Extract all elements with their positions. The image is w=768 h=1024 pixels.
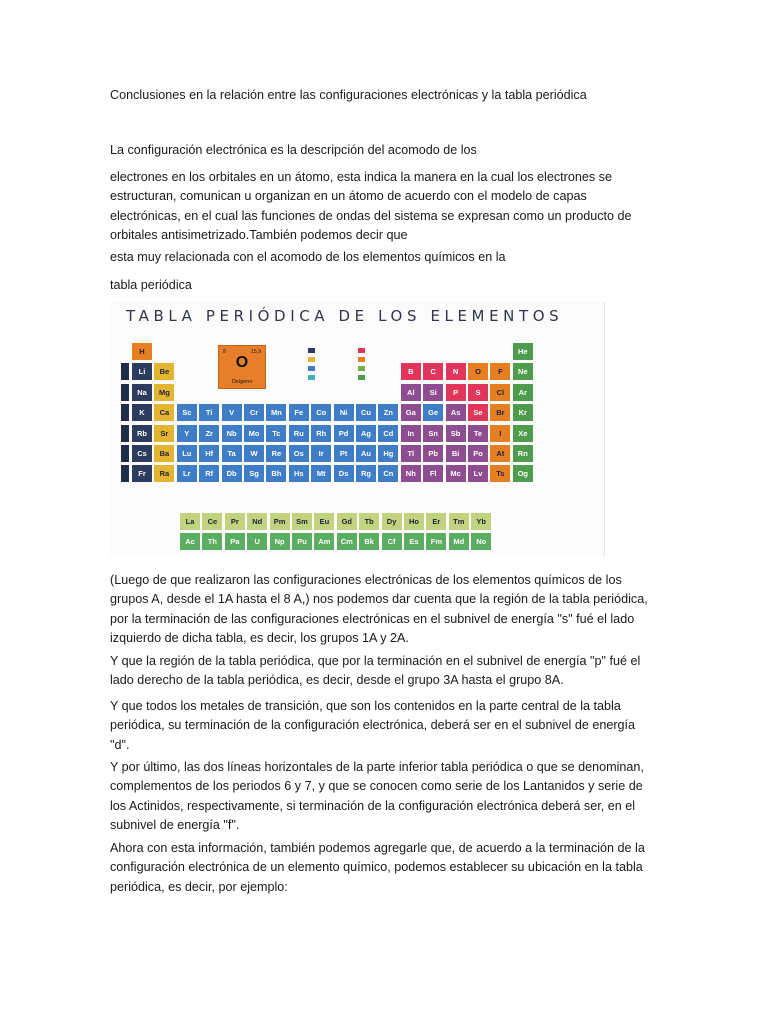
element-ce: Ce bbox=[202, 513, 222, 530]
element-si: Si bbox=[423, 384, 443, 401]
element-tl: Tl bbox=[401, 445, 421, 462]
sample-symbol: O bbox=[235, 354, 249, 371]
element-la: La bbox=[180, 513, 200, 530]
element-db: Db bbox=[222, 465, 242, 482]
element-cs: Cs bbox=[132, 445, 152, 462]
paragraph-6: Y que la región de la tabla periódica, que por la terminación en el subnivel de energía "p" fué el lado derecho de la tabla periódica, es decir, desde el grupo 3A hasta el grupo 8A. bbox=[110, 654, 641, 688]
element-bi: Bi bbox=[446, 445, 466, 462]
legend-swatch bbox=[358, 357, 368, 362]
period-marker bbox=[121, 363, 129, 380]
element-pb: Pb bbox=[423, 445, 443, 462]
element-fe: Fe bbox=[289, 404, 309, 421]
element-n: N bbox=[446, 363, 466, 380]
element-bh: Bh bbox=[266, 465, 286, 482]
document-title: Conclusiones en la relación entre las configuraciones electrónicas y la tabla periódica bbox=[110, 88, 587, 102]
element-pa: Pa bbox=[225, 533, 245, 550]
element-pt: Pt bbox=[334, 445, 354, 462]
periodic-table-image bbox=[110, 302, 605, 556]
element-se: Se bbox=[468, 404, 488, 421]
element-v: V bbox=[222, 404, 242, 421]
element-re: Re bbox=[266, 445, 286, 462]
element-np: Np bbox=[270, 533, 290, 550]
element-fm: Fm bbox=[426, 533, 446, 550]
element-co: Co bbox=[311, 404, 331, 421]
element-er: Er bbox=[426, 513, 446, 530]
paragraph-2: electrones en los orbitales en un átomo, esta indica la manera en la cual los electrones se estructuran, comunican u organizan en un átomo de acuerdo con el modelo de capas electrónicas, en el cual las funciones de ondas del sistema se expresan como un producto de orbitales antisimetrizado.También podemos decir que bbox=[110, 170, 632, 243]
element-au: Au bbox=[356, 445, 376, 462]
element-b: B bbox=[401, 363, 421, 380]
element-al: Al bbox=[401, 384, 421, 401]
element-pd: Pd bbox=[334, 425, 354, 442]
element-po: Po bbox=[468, 445, 488, 462]
element-ge: Ge bbox=[423, 404, 443, 421]
element-mn: Mn bbox=[266, 404, 286, 421]
element-tb: Tb bbox=[359, 513, 379, 530]
element-tc: Tc bbox=[266, 425, 286, 442]
element-be: Be bbox=[154, 363, 174, 380]
element-br: Br bbox=[490, 404, 510, 421]
element-ds: Ds bbox=[334, 465, 354, 482]
element-rn: Rn bbox=[513, 445, 533, 462]
element-gd: Gd bbox=[337, 513, 357, 530]
element-p: P bbox=[446, 384, 466, 401]
legend-swatch bbox=[308, 357, 318, 362]
element-w: W bbox=[244, 445, 264, 462]
element-rg: Rg bbox=[356, 465, 376, 482]
element-nd: Nd bbox=[247, 513, 267, 530]
element-sc: Sc bbox=[177, 404, 197, 421]
period-marker bbox=[121, 445, 129, 462]
sample-element-box bbox=[218, 345, 266, 389]
element-kr: Kr bbox=[513, 404, 533, 421]
element-mo: Mo bbox=[244, 425, 264, 442]
element-ac: Ac bbox=[180, 533, 200, 550]
legend-swatch bbox=[358, 366, 368, 371]
element-tm: Tm bbox=[449, 513, 469, 530]
element-mt: Mt bbox=[311, 465, 331, 482]
element-h: H bbox=[132, 343, 152, 360]
element-hf: Hf bbox=[199, 445, 219, 462]
element-ts: Ts bbox=[490, 465, 510, 482]
element-sm: Sm bbox=[292, 513, 312, 530]
element-th: Th bbox=[202, 533, 222, 550]
element-u: U bbox=[247, 533, 267, 550]
element-ru: Ru bbox=[289, 425, 309, 442]
element-sg: Sg bbox=[244, 465, 264, 482]
element-in: In bbox=[401, 425, 421, 442]
sample-name: Oxígeno bbox=[231, 379, 253, 385]
element-lr: Lr bbox=[177, 465, 197, 482]
element-cf: Cf bbox=[382, 533, 402, 550]
element-yb: Yb bbox=[471, 513, 491, 530]
paragraph-5: (Luego de que realizaron las configuraciones electrónicas de los elementos químicos de los grupos A, desde el 1A hasta el 8 A,) nos podemos dar cuenta que la región de la tabla periódica, por la terminación de las configuraciones electrónicas en el subnivel de energía "s" fué el lado izquierdo de dicha tabla, es decir, los grupos 1A y 2A. bbox=[110, 573, 648, 646]
element-sn: Sn bbox=[423, 425, 443, 442]
element-ir: Ir bbox=[311, 445, 331, 462]
element-pm: Pm bbox=[270, 513, 290, 530]
element-sb: Sb bbox=[446, 425, 466, 442]
period-marker bbox=[121, 425, 129, 442]
element-bk: Bk bbox=[359, 533, 379, 550]
element-pu: Pu bbox=[292, 533, 312, 550]
element-ti: Ti bbox=[199, 404, 219, 421]
element-cm: Cm bbox=[337, 533, 357, 550]
element-pr: Pr bbox=[225, 513, 245, 530]
element-hg: Hg bbox=[378, 445, 398, 462]
element-he: He bbox=[513, 343, 533, 360]
element-ca: Ca bbox=[154, 404, 174, 421]
element-ar: Ar bbox=[513, 384, 533, 401]
element-f: F bbox=[490, 363, 510, 380]
paragraph-3: esta muy relacionada con el acomodo de los elementos químicos en la bbox=[110, 250, 506, 264]
element-ra: Ra bbox=[154, 465, 174, 482]
element-cn: Cn bbox=[378, 465, 398, 482]
element-es: Es bbox=[404, 533, 424, 550]
element-as: As bbox=[446, 404, 466, 421]
element-no: No bbox=[471, 533, 491, 550]
element-lu: Lu bbox=[177, 445, 197, 462]
element-ag: Ag bbox=[356, 425, 376, 442]
element-te: Te bbox=[468, 425, 488, 442]
element-zr: Zr bbox=[199, 425, 219, 442]
paragraph-8: Y por último, las dos líneas horizontales de la parte inferior tabla periódica o que se denominan, complementos de los periodos 6 y 7, y que se conocen como serie de los Lantanidos y serie de los Actinidos, respectivamente, si terminación de la configuración electrónica deberá ser, en el subnivel de energía "f". bbox=[110, 760, 644, 833]
period-marker bbox=[121, 384, 129, 401]
element-ni: Ni bbox=[334, 404, 354, 421]
element-sr: Sr bbox=[154, 425, 174, 442]
element-ga: Ga bbox=[401, 404, 421, 421]
element-hs: Hs bbox=[289, 465, 309, 482]
element-dy: Dy bbox=[382, 513, 402, 530]
element-rb: Rb bbox=[132, 425, 152, 442]
element-o: O bbox=[468, 363, 488, 380]
element-na: Na bbox=[132, 384, 152, 401]
element-rh: Rh bbox=[311, 425, 331, 442]
element-y: Y bbox=[177, 425, 197, 442]
period-marker bbox=[121, 343, 129, 360]
element-fl: Fl bbox=[423, 465, 443, 482]
element-rf: Rf bbox=[199, 465, 219, 482]
element-cu: Cu bbox=[356, 404, 376, 421]
element-og: Og bbox=[513, 465, 533, 482]
periodic-table-title: TABLA PERIÓDICA DE LOS ELEMENTOS bbox=[126, 307, 564, 325]
element-fr: Fr bbox=[132, 465, 152, 482]
element-cr: Cr bbox=[244, 404, 264, 421]
paragraph-1: La configuración electrónica es la descripción del acomodo de los bbox=[110, 143, 477, 157]
element-nb: Nb bbox=[222, 425, 242, 442]
element-ho: Ho bbox=[404, 513, 424, 530]
element-i: I bbox=[490, 425, 510, 442]
legend-swatch bbox=[308, 375, 318, 380]
element-c: C bbox=[423, 363, 443, 380]
paragraph-9: Ahora con esta información, también podemos agregarle que, de acuerdo a la terminación de la configuración electrónica de un elemento químico, podemos establecer su ubicación en la tabla periódica, es decir, por ejemplo: bbox=[110, 841, 645, 894]
sample-number: 8 bbox=[223, 349, 226, 355]
element-zn: Zn bbox=[378, 404, 398, 421]
element-lv: Lv bbox=[468, 465, 488, 482]
element-xe: Xe bbox=[513, 425, 533, 442]
element-mc: Mc bbox=[446, 465, 466, 482]
period-marker bbox=[121, 465, 129, 482]
element-ne: Ne bbox=[513, 363, 533, 380]
legend-swatch bbox=[308, 348, 318, 353]
element-os: Os bbox=[289, 445, 309, 462]
element-am: Am bbox=[314, 533, 334, 550]
legend-swatch bbox=[308, 366, 318, 371]
element-ba: Ba bbox=[154, 445, 174, 462]
element-s: S bbox=[468, 384, 488, 401]
paragraph-7: Y que todos los metales de transición, que son los contenidos en la parte central de la tabla periódica, su terminación de la configuración electrónica, deberá ser en el subnivel de energía "d". bbox=[110, 699, 636, 752]
element-at: At bbox=[490, 445, 510, 462]
legend-swatch bbox=[358, 375, 368, 380]
element-li: Li bbox=[132, 363, 152, 380]
period-marker bbox=[121, 404, 129, 421]
element-ta: Ta bbox=[222, 445, 242, 462]
element-mg: Mg bbox=[154, 384, 174, 401]
legend-swatch bbox=[358, 348, 368, 353]
element-md: Md bbox=[449, 533, 469, 550]
element-k: K bbox=[132, 404, 152, 421]
element-nh: Nh bbox=[401, 465, 421, 482]
element-cd: Cd bbox=[378, 425, 398, 442]
sample-mass: 15,9 bbox=[251, 349, 261, 355]
element-eu: Eu bbox=[314, 513, 334, 530]
paragraph-4: tabla periódica bbox=[110, 278, 192, 292]
element-cl: Cl bbox=[490, 384, 510, 401]
